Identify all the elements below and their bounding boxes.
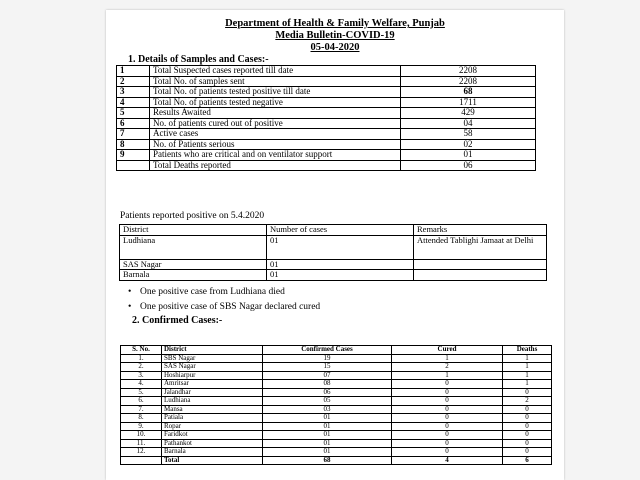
sno-cell: 11. — [121, 439, 162, 448]
row-number: 7 — [117, 129, 150, 140]
total-label: Total — [162, 456, 263, 465]
cases-cell: 01 — [267, 235, 414, 259]
row-label: No. of Patients serious — [150, 139, 401, 150]
department-title: Department of Health & Family Welfare, Punjab — [225, 18, 445, 29]
confirmed-cell: 06 — [263, 388, 392, 397]
sno-cell: 9. — [121, 422, 162, 431]
bullet-text: One positive case of SBS Nagar declared cured — [140, 302, 321, 312]
cases-cell: 01 — [267, 270, 414, 281]
row-value: 06 — [401, 160, 536, 171]
deaths-cell: 0 — [503, 448, 552, 457]
col-header-remarks: Remarks — [414, 225, 547, 236]
deaths-cell: 0 — [503, 422, 552, 431]
total-row — [121, 456, 552, 465]
confirmed-cell: 01 — [263, 422, 392, 431]
sno-cell: 1. — [121, 354, 162, 363]
district-cell: Amritsar — [162, 380, 263, 389]
confirmed-cell: 01 — [263, 439, 392, 448]
col-header-deaths: Deaths — [503, 346, 552, 355]
table-row — [121, 431, 552, 440]
cured-cell: 0 — [392, 405, 503, 414]
total-cured: 4 — [392, 456, 503, 465]
row-value: 2208 — [401, 66, 536, 77]
table-row — [117, 129, 536, 140]
deaths-cell: 0 — [503, 388, 552, 397]
positive-cases-table — [119, 224, 547, 281]
row-value: 58 — [401, 129, 536, 140]
cured-cell: 0 — [392, 448, 503, 457]
row-label: Total No. of samples sent — [150, 76, 401, 87]
row-value: 02 — [401, 139, 536, 150]
cured-cell: 0 — [392, 388, 503, 397]
district-cell: SAS Nagar — [162, 363, 263, 372]
total-confirmed: 68 — [263, 456, 392, 465]
table-row — [117, 118, 536, 129]
confirmed-cell: 01 — [263, 431, 392, 440]
remarks-cell — [414, 259, 547, 270]
district-cell: Pathankot — [162, 439, 263, 448]
deaths-cell: 0 — [503, 439, 552, 448]
district-cell: Barnala — [162, 448, 263, 457]
district-cell: Ludhiana — [162, 397, 263, 406]
row-number: 2 — [117, 76, 150, 87]
deaths-cell: 1 — [503, 363, 552, 372]
row-number — [117, 160, 150, 171]
row-number: 9 — [117, 150, 150, 161]
row-label: Total Deaths reported — [150, 160, 401, 171]
bulletin-date: 05-04-2020 — [310, 42, 360, 53]
table-row — [117, 87, 536, 98]
table-row — [117, 66, 536, 77]
sno-cell: 8. — [121, 414, 162, 423]
table-row — [121, 448, 552, 457]
sno-cell: 3. — [121, 371, 162, 380]
cured-cell: 1 — [392, 354, 503, 363]
positive-caption: Patients reported positive on 5.4.2020 — [120, 211, 265, 221]
row-label: Active cases — [150, 129, 401, 140]
bullet-item — [128, 301, 320, 313]
row-label: Results Awaited — [150, 108, 401, 119]
cured-cell: 0 — [392, 397, 503, 406]
table-row — [117, 108, 536, 119]
district-cell: Ludhiana — [120, 235, 267, 259]
deaths-cell: 1 — [503, 380, 552, 389]
total-deaths: 6 — [503, 456, 552, 465]
row-value: 68 — [401, 87, 536, 98]
row-label: No. of patients cured out of positive — [150, 118, 401, 129]
cured-cell: 0 — [392, 431, 503, 440]
confirmed-cell: 01 — [263, 414, 392, 423]
deaths-cell: 2 — [503, 397, 552, 406]
bullet-icon: • — [128, 287, 132, 297]
details-table — [116, 65, 536, 171]
row-label: Total No. of patients tested positive till date — [150, 87, 401, 98]
row-label: Patients who are critical and on ventilator support — [150, 150, 401, 161]
cured-cell: 0 — [392, 414, 503, 423]
district-cell: Mansa — [162, 405, 263, 414]
section-1-title: 1. Details of Samples and Cases:- — [128, 54, 269, 65]
row-label: Total Suspected cases reported till date — [150, 66, 401, 77]
deaths-cell: 1 — [503, 354, 552, 363]
sno-cell: 10. — [121, 431, 162, 440]
deaths-cell: 1 — [503, 371, 552, 380]
bullet-item — [128, 286, 285, 298]
table-row — [117, 160, 536, 171]
confirmed-cell: 03 — [263, 405, 392, 414]
district-cell: Hoshiarpur — [162, 371, 263, 380]
table-row — [117, 139, 536, 150]
table-row — [121, 397, 552, 406]
table-row — [117, 76, 536, 87]
confirmed-cell: 15 — [263, 363, 392, 372]
row-number: 4 — [117, 97, 150, 108]
confirmed-cell: 19 — [263, 354, 392, 363]
deaths-cell: 0 — [503, 405, 552, 414]
confirmed-cell: 07 — [263, 371, 392, 380]
table-row — [117, 150, 536, 161]
confirmed-cell: 05 — [263, 397, 392, 406]
district-cell: Jalandhar — [162, 388, 263, 397]
district-cell: Faridkot — [162, 431, 263, 440]
section-2-title: 2. Confirmed Cases:- — [132, 315, 223, 326]
district-cell: SAS Nagar — [120, 259, 267, 270]
sno-cell: 6. — [121, 397, 162, 406]
table-row — [120, 235, 547, 259]
deaths-cell: 0 — [503, 414, 552, 423]
table-row — [121, 363, 552, 372]
row-value: 1711 — [401, 97, 536, 108]
remarks-cell: Attended Tablighi Jamaat at Delhi — [414, 235, 547, 259]
deaths-cell: 0 — [503, 431, 552, 440]
row-number: 6 — [117, 118, 150, 129]
table-row — [121, 405, 552, 414]
table-header-row — [120, 225, 547, 236]
col-header-confirmed: Confirmed Cases — [263, 346, 392, 355]
total-empty-cell — [121, 456, 162, 465]
sno-cell: 12. — [121, 448, 162, 457]
row-number: 3 — [117, 87, 150, 98]
document-page — [106, 10, 564, 480]
bulletin-title: Media Bulletin-COVID-19 — [275, 30, 395, 41]
col-header-sno: S. No. — [121, 346, 162, 355]
table-row — [121, 380, 552, 389]
row-value: 429 — [401, 108, 536, 119]
table-row — [120, 270, 547, 281]
row-label: Total No. of patients tested negative — [150, 97, 401, 108]
cured-cell: 0 — [392, 380, 503, 389]
sno-cell: 4. — [121, 380, 162, 389]
cured-cell: 0 — [392, 422, 503, 431]
sno-cell: 7. — [121, 405, 162, 414]
col-header-cases: Number of cases — [267, 225, 414, 236]
confirmed-cell: 08 — [263, 380, 392, 389]
row-number: 1 — [117, 66, 150, 77]
table-row — [120, 259, 547, 270]
col-header-district: District — [162, 346, 263, 355]
row-value: 2208 — [401, 76, 536, 87]
row-number: 5 — [117, 108, 150, 119]
sno-cell: 2. — [121, 363, 162, 372]
confirmed-cases-table — [120, 345, 552, 465]
table-row — [121, 414, 552, 423]
sno-cell: 5. — [121, 388, 162, 397]
district-cell: Barnala — [120, 270, 267, 281]
table-row — [117, 97, 536, 108]
district-cell: SBS Nagar — [162, 354, 263, 363]
col-header-cured: Cured — [392, 346, 503, 355]
bullet-icon: • — [128, 302, 132, 312]
cured-cell: 1 — [392, 371, 503, 380]
row-value: 01 — [401, 150, 536, 161]
cured-cell: 2 — [392, 363, 503, 372]
cases-cell: 01 — [267, 259, 414, 270]
district-cell: Ropar — [162, 422, 263, 431]
confirmed-cell: 01 — [263, 448, 392, 457]
row-value: 04 — [401, 118, 536, 129]
row-number: 8 — [117, 139, 150, 150]
bullet-text: One positive case from Ludhiana died — [140, 287, 285, 297]
remarks-cell — [414, 270, 547, 281]
col-header-district: District — [120, 225, 267, 236]
cured-cell: 0 — [392, 439, 503, 448]
table-header-row — [121, 346, 552, 355]
district-cell: Patiala — [162, 414, 263, 423]
